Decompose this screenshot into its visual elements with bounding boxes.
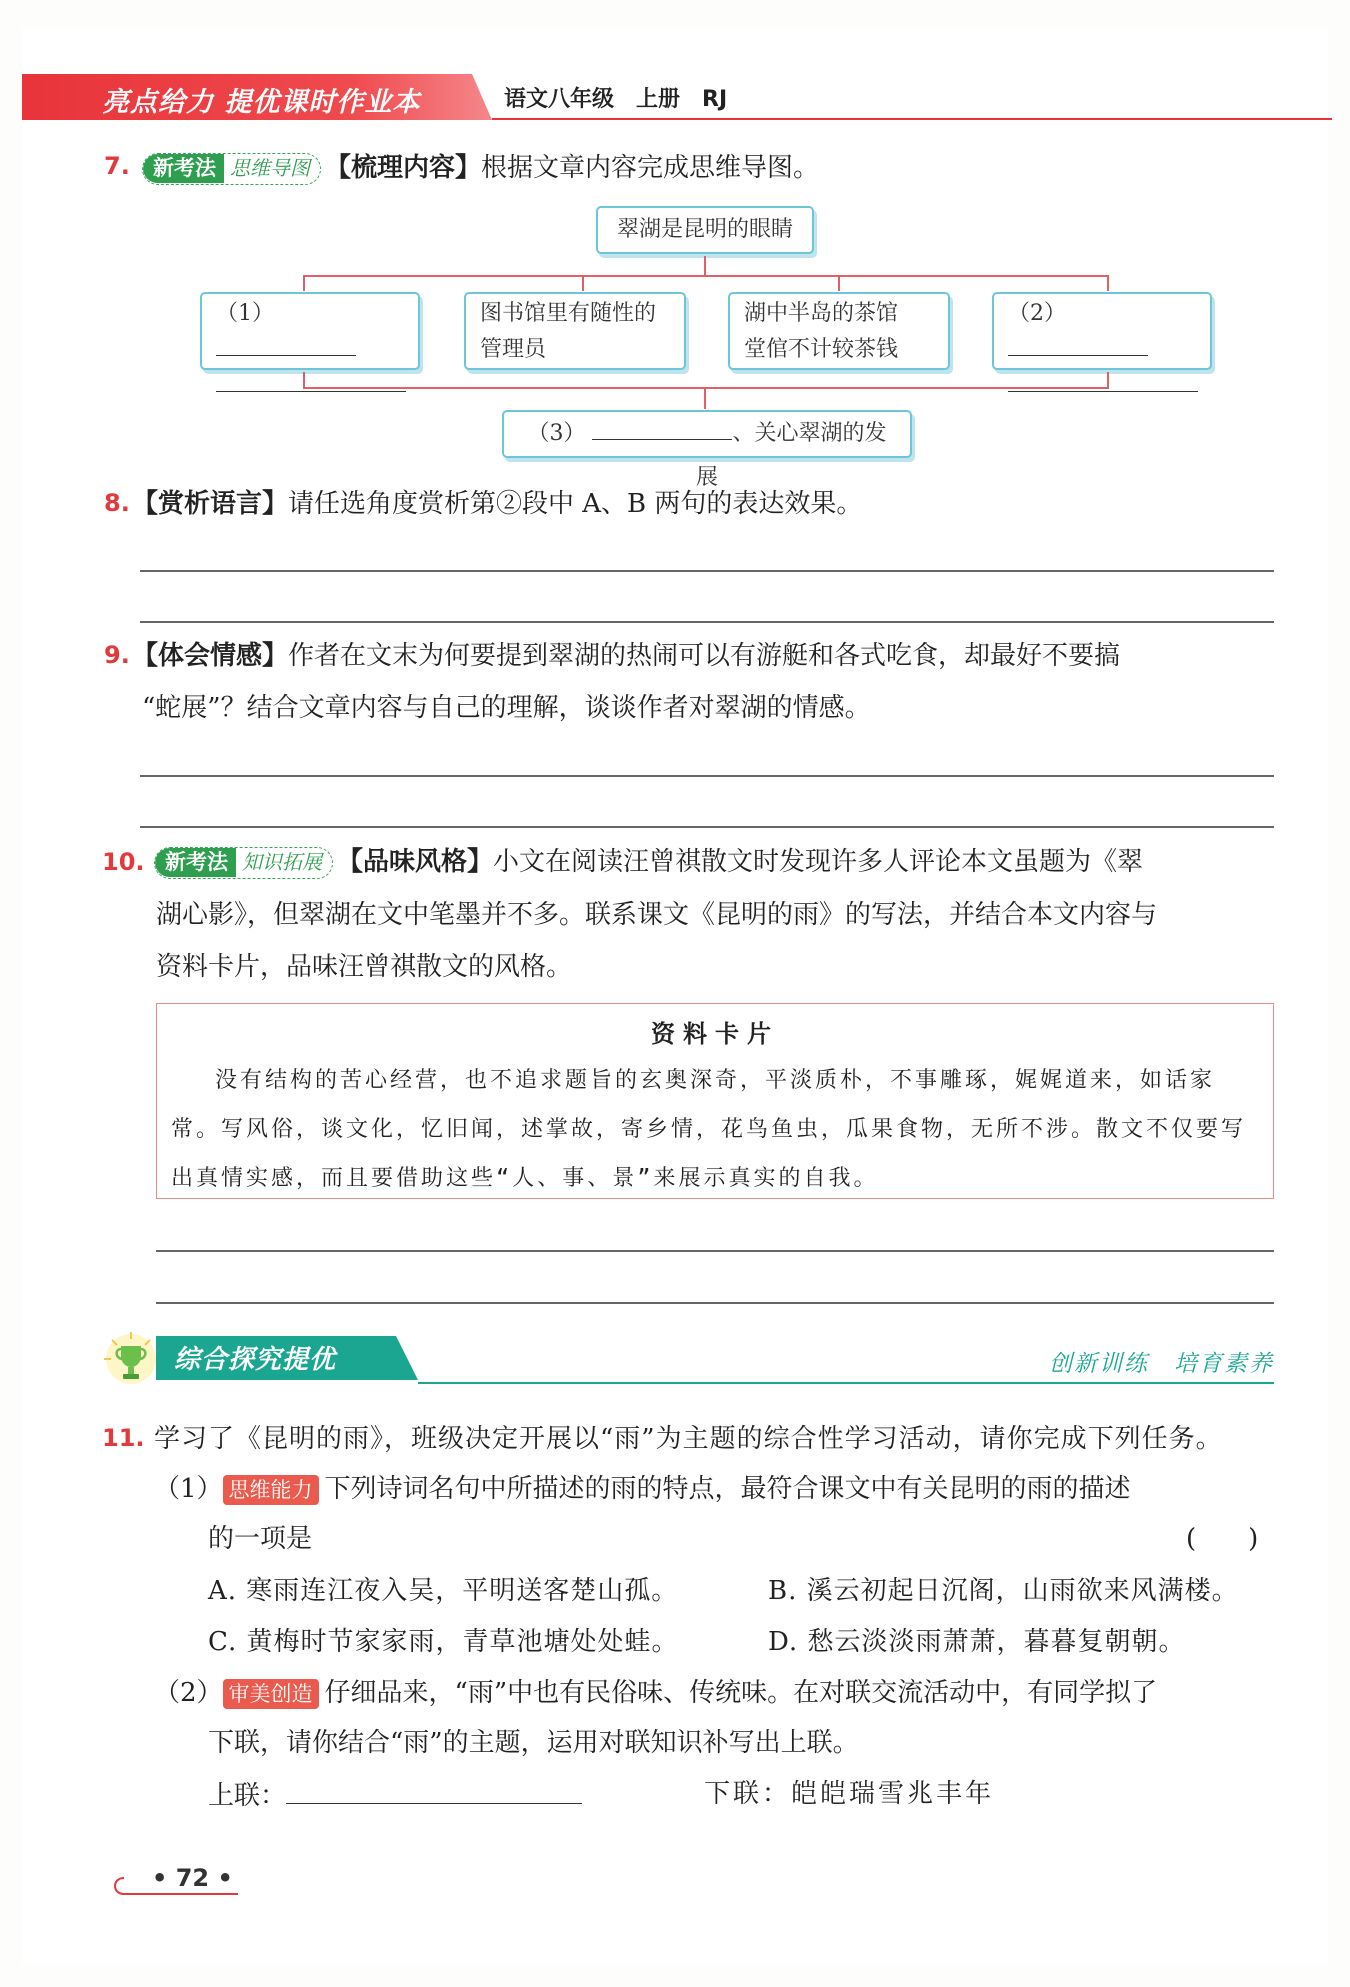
- q11-p1-label: （1）: [154, 1474, 223, 1504]
- header-rule: [492, 118, 1332, 120]
- lower-couplet: 下联：皑皑瑞雪兆丰年: [704, 1779, 995, 1809]
- q8-text: 请任选角度赏析第②段中 A、B 两句的表达效果。: [288, 489, 863, 519]
- q11-part2-line1: [154, 1667, 1157, 1719]
- q9-text1: 作者在文末为何要提到翠湖的热闹可以有游艇和各式吃食，却最好不要搞: [288, 641, 1121, 671]
- q10-line2: 湖心影》，但翠湖在文中笔墨并不多。联系课文《昆明的雨》的写法，并结合本文内容与: [156, 900, 1158, 930]
- q9-answer-line[interactable]: [140, 826, 1274, 828]
- q11-p2-text1: 仔细品来，“雨”中也有民俗味、传统味。在对联交流活动中，有同学拟了: [324, 1678, 1158, 1708]
- trophy-icon: [104, 1332, 158, 1386]
- resource-card: [156, 1003, 1274, 1199]
- resource-card-body: 没有结构的苦心经营，也不追求题旨的玄奥深奇，平淡质朴，不事雕琢，娓娓道来，如话家常。写风俗，谈文化，忆旧闻，述掌故，寄乡情，花鸟鱼虫，瓜果食物，无所不涉。散文不仅要写出真情实感，而且要借助这些“人、事、景”来展示真实的自我。: [171, 1068, 1247, 1191]
- q8-tag: 【赏析语言】: [132, 489, 289, 519]
- mindmap-connector: [303, 275, 1109, 277]
- q7-badge: [142, 153, 321, 185]
- page-number: • 72 •: [152, 1864, 233, 1892]
- q9-tag: 【体会情感】: [132, 641, 289, 671]
- q11-number: 11.: [102, 1424, 145, 1452]
- upper-couplet: [208, 1768, 582, 1822]
- node1-blank[interactable]: [216, 332, 356, 356]
- bottom-blank[interactable]: [592, 416, 732, 440]
- q7-prompt: [142, 142, 819, 194]
- q11-p1-tag: 思维能力: [223, 1475, 319, 1505]
- q10-badge-main: 新考法: [155, 848, 236, 877]
- section-rule: [418, 1382, 1274, 1384]
- mindmap-connector: [303, 372, 305, 388]
- q7-number: 7.: [104, 152, 130, 180]
- q11-answer-paren[interactable]: ( ): [1186, 1524, 1259, 1554]
- mindmap-connector: [582, 275, 584, 291]
- option-a[interactable]: A. 寒雨连江夜入吴，平明送客楚山孤。: [208, 1576, 679, 1606]
- header-title: 亮点给力 提优课时作业本: [102, 87, 421, 118]
- q7-badge-sub: 思维导图: [230, 156, 310, 180]
- q10-answer-line[interactable]: [156, 1250, 1274, 1252]
- q10-tag: 【品味风格】: [337, 847, 494, 877]
- mindmap-node-4[interactable]: [992, 292, 1212, 370]
- q10-line3: 资料卡片，品味汪曾祺散文的风格。: [156, 952, 573, 982]
- node4-blank[interactable]: [1008, 332, 1148, 356]
- header: [22, 74, 1312, 120]
- mindmap-connector: [838, 275, 840, 291]
- q11-p1-text1: 下列诗词名句中所描述的雨的特点，最符合课文中有关昆明的雨的描述: [324, 1474, 1131, 1504]
- mindmap-bottom[interactable]: [502, 410, 912, 490]
- q10-answer-line[interactable]: [156, 1302, 1274, 1304]
- q8-answer-line[interactable]: [140, 570, 1274, 572]
- mindmap-node-2: [464, 292, 686, 370]
- q9-answer-line[interactable]: [140, 775, 1274, 777]
- node3-line1: 湖中半岛的茶馆: [744, 301, 899, 326]
- q8-prompt: [132, 478, 862, 530]
- q10-text1: 小文在阅读汪曾祺散文时发现许多人评论本文虽题为《翠: [493, 847, 1144, 877]
- q11-p2-text2: 下联，请你结合“雨”的主题，运用对联知识补写出上联。: [208, 1728, 859, 1758]
- option-d[interactable]: D. 愁云淡淡雨萧萧，暮暮复朝朝。: [768, 1627, 1186, 1657]
- resource-card-title: 资料卡片: [651, 1020, 779, 1048]
- q7-tag: 【梳理内容】: [325, 153, 482, 183]
- bottom-label: （3）: [527, 421, 586, 446]
- q11-p2-tag: 审美创造: [223, 1679, 319, 1709]
- section-title: 综合探究提优: [174, 1345, 337, 1375]
- q11-text: 学习了《昆明的雨》，班级决定开展以“雨”为主题的综合性学习活动，请你完成下列任务。: [154, 1424, 1223, 1454]
- q11-p1-text2: 的一项是: [208, 1524, 313, 1554]
- q9-line1: [132, 630, 1120, 682]
- mindmap-connector: [303, 387, 1109, 389]
- q7-text: 根据文章内容完成思维导图。: [481, 153, 820, 183]
- q10-number: 10.: [102, 848, 145, 876]
- mindmap-node-1[interactable]: [200, 292, 420, 370]
- mindmap-connector: [704, 387, 706, 409]
- q11-p2-label: （2）: [154, 1678, 223, 1708]
- mindmap-connector: [704, 256, 706, 276]
- mindmap-node-3: [728, 292, 950, 370]
- node2-line1: 图书馆里有随性的: [480, 301, 657, 326]
- option-b[interactable]: B. 溪云初起日沉阁，山雨欲来风满楼。: [768, 1576, 1239, 1606]
- upper-label: 上联：: [208, 1781, 287, 1811]
- q7-badge-main: 新考法: [143, 154, 224, 183]
- q10-badge: [154, 847, 333, 879]
- mindmap-connector: [1107, 372, 1109, 388]
- q8-answer-line[interactable]: [140, 621, 1274, 623]
- q10-line1: [154, 836, 1143, 888]
- q8-number: 8.: [104, 489, 130, 517]
- upper-blank[interactable]: [286, 1768, 582, 1804]
- node1-label: （1）: [216, 301, 274, 326]
- q10-badge-sub: 知识拓展: [242, 850, 322, 874]
- node4-label: （2）: [1008, 301, 1066, 326]
- mindmap-root: 翠湖是昆明的眼睛: [596, 206, 814, 254]
- q9-number: 9.: [104, 641, 130, 669]
- mindmap-connector: [303, 275, 305, 291]
- node2-line2: 管理员: [480, 337, 547, 362]
- mindmap-connector: [1107, 275, 1109, 291]
- q11-part1-line1: [154, 1463, 1131, 1515]
- bottom-text: 、关心翠湖的发展: [695, 421, 887, 490]
- header-subtitle: 语文八年级 上册 RJ: [504, 87, 728, 112]
- section-slogan: 创新训练 培育素养: [1049, 1351, 1274, 1377]
- q9-line2: “蛇展”？结合文章内容与自己的理解，谈谈作者对翠湖的情感。: [142, 693, 871, 723]
- option-c[interactable]: C. 黄梅时节家家雨，青草池塘处处蛙。: [208, 1627, 679, 1657]
- node3-line2: 堂倌不计较茶钱: [744, 337, 899, 362]
